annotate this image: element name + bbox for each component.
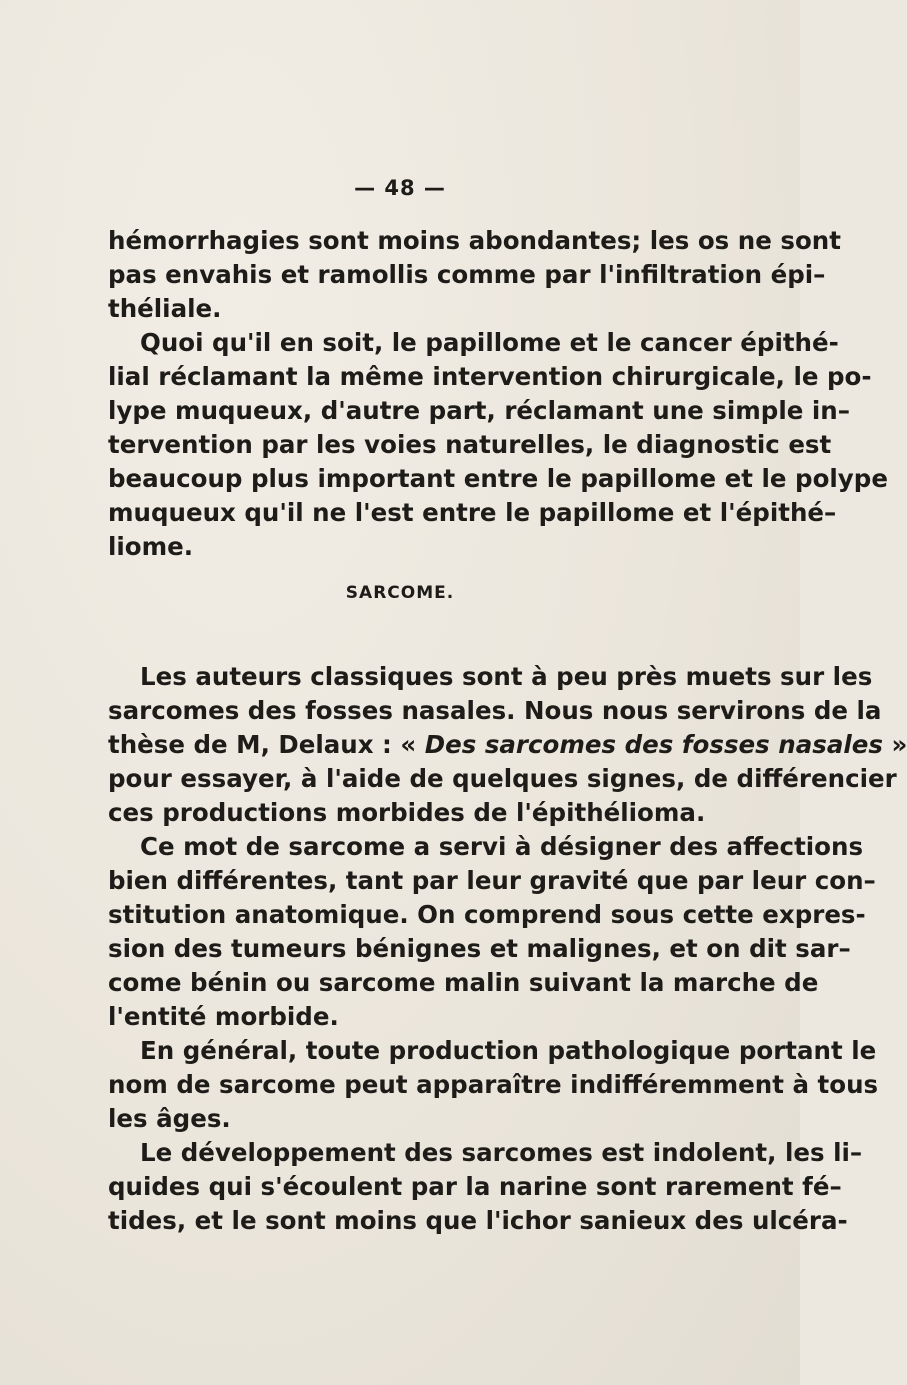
paragraph-4-line-6: l'entité morbide. xyxy=(108,1002,339,1031)
paragraph-2-line-5: beaucoup plus important entre le papillome et le polype xyxy=(108,464,888,493)
paragraph-4-line-1: Ce mot de sarcome a servi à désigner des affections xyxy=(140,832,864,861)
paragraph-3-line-5: ces productions morbides de l'épithélioma. xyxy=(108,798,706,827)
paragraph-1-line-2: pas envahis et ramollis comme par l'infiltration épi– xyxy=(108,260,826,289)
paragraph-2-line-6: muqueux qu'il ne l'est entre le papillome et l'épithé– xyxy=(108,498,837,527)
paragraph-1-line-3: théliale. xyxy=(108,294,222,323)
paragraph-6-line-2: quides qui s'écoulent par la narine sont rarement fé– xyxy=(108,1172,842,1201)
paragraph-5-line-1: En général, toute production pathologique portant le xyxy=(140,1036,877,1065)
paragraph-3-line-3-before: thèse de M, Delaux : « xyxy=(108,730,417,759)
page-number: — 48 — xyxy=(354,176,446,200)
thesis-title: Des sarcomes des fosses nasales xyxy=(424,730,883,759)
paragraph-4-line-5: come bénin ou sarcome malin suivant la marche de xyxy=(108,968,819,997)
paragraph-2-line-7: liome. xyxy=(108,532,194,561)
section-heading: SARCOME. xyxy=(345,583,455,603)
paragraph-2-line-2: lial réclamant la même intervention chirurgicale, le po- xyxy=(108,362,872,391)
paragraph-5-line-3: les âges. xyxy=(108,1104,231,1133)
paragraph-2-line-4: tervention par les voies naturelles, le diagnostic est xyxy=(108,430,832,459)
paragraph-6-line-1: Le développement des sarcomes est indolent, les li– xyxy=(140,1138,863,1167)
paragraph-3-line-4: pour essayer, à l'aide de quelques signes, de différencier xyxy=(108,764,897,793)
paragraph-2-line-3: lype muqueux, d'autre part, réclamant une simple in– xyxy=(108,396,850,425)
paragraph-6-line-3: tides, et le sont moins que l'ichor sanieux des ulcéra- xyxy=(108,1206,848,1235)
paragraph-4-line-2: bien différentes, tant par leur gravité que par leur con– xyxy=(108,866,876,895)
paragraph-3-line-2: sarcomes des fosses nasales. Nous nous servirons de la xyxy=(108,696,882,725)
text-block-bottom xyxy=(108,660,907,1238)
paragraph-3-line-1: Les auteurs classiques sont à peu près muets sur les xyxy=(140,662,873,691)
paragraph-5-line-2: nom de sarcome peut apparaître indifféremment à tous xyxy=(108,1070,879,1099)
paragraph-1-line-1: hémorrhagies sont moins abondantes; les os ne sont xyxy=(108,226,841,255)
text-block-top xyxy=(108,224,888,564)
paragraph-4-line-4: sion des tumeurs bénignes et malignes, et on dit sar– xyxy=(108,934,851,963)
paragraph-3-line-3-after: » xyxy=(891,730,907,759)
paragraph-2-line-1: Quoi qu'il en soit, le papillome et le cancer épithé- xyxy=(140,328,839,357)
paragraph-3-line-3 xyxy=(108,728,907,762)
paragraph-4-line-3: stitution anatomique. On comprend sous cette expres- xyxy=(108,900,866,929)
